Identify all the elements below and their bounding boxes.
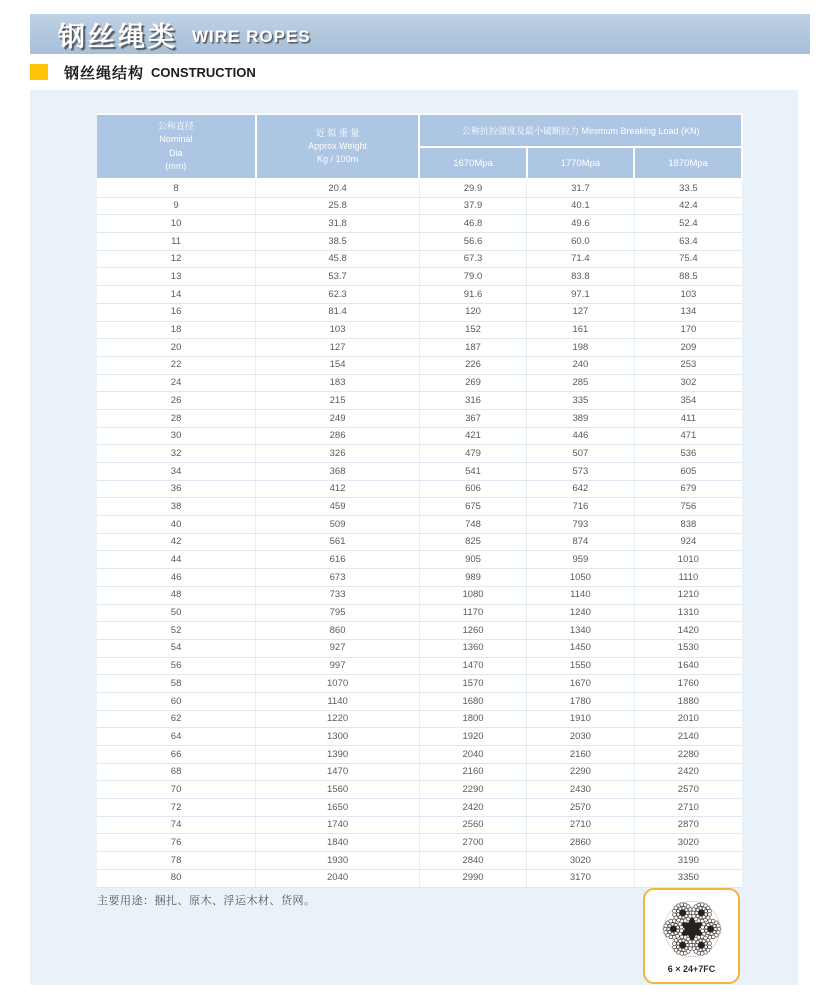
table-cell: 152: [419, 321, 526, 339]
table-cell: 326: [256, 445, 420, 463]
table-cell: 793: [527, 516, 635, 534]
table-cell: 14: [97, 286, 256, 304]
table-cell: 53.7: [256, 268, 420, 286]
table-cell: 2700: [419, 834, 526, 852]
header-line: Nominal: [159, 134, 193, 145]
table-cell: 63.4: [634, 233, 742, 251]
table-row: [97, 816, 742, 834]
table-cell: 103: [256, 321, 420, 339]
table-cell: 198: [527, 339, 635, 357]
table-cell: 733: [256, 586, 420, 604]
table-cell: 127: [527, 303, 635, 321]
table-cell: 70: [97, 781, 256, 799]
table-cell: 11: [97, 233, 256, 251]
table-cell: 31.7: [527, 179, 635, 197]
table-cell: 642: [527, 480, 635, 498]
table-row: [97, 374, 742, 392]
table-cell: 32: [97, 445, 256, 463]
table-cell: 2990: [419, 869, 526, 887]
table-cell: 2040: [256, 869, 420, 887]
table-cell: 60.0: [527, 233, 635, 251]
table-cell: 2420: [634, 763, 742, 781]
table-cell: 1670: [527, 675, 635, 693]
table-row: [97, 445, 742, 463]
table-cell: 1110: [634, 569, 742, 587]
table-row: [97, 728, 742, 746]
table-cell: 1140: [527, 586, 635, 604]
table-row: [97, 799, 742, 817]
table-row: [97, 250, 742, 268]
table-cell: 795: [256, 604, 420, 622]
table-cell: 52: [97, 622, 256, 640]
table-cell: 8: [97, 179, 256, 197]
table-cell: 479: [419, 445, 526, 463]
table-cell: 66: [97, 746, 256, 764]
table-cell: 25.8: [256, 197, 420, 215]
table-cell: 1550: [527, 657, 635, 675]
table-cell: 249: [256, 409, 420, 427]
table-row: [97, 710, 742, 728]
table-cell: 1010: [634, 551, 742, 569]
table-cell: 285: [527, 374, 635, 392]
table-cell: 60: [97, 692, 256, 710]
header-line: 公称直径: [157, 121, 194, 132]
table-cell: 389: [527, 409, 635, 427]
table-cell: 1080: [419, 586, 526, 604]
table-row: [97, 463, 742, 481]
table-cell: 905: [419, 551, 526, 569]
yellow-square-icon: [30, 64, 48, 80]
header-line: Kg / 100m: [317, 154, 359, 165]
rope-construction-label: 6 × 24+7FC: [667, 964, 716, 974]
table-cell: 1360: [419, 639, 526, 657]
table-cell: 215: [256, 392, 420, 410]
table-cell: 269: [419, 374, 526, 392]
table-row: [97, 834, 742, 852]
table-cell: 536: [634, 445, 742, 463]
table-cell: 30: [97, 427, 256, 445]
table-cell: 1070: [256, 675, 420, 693]
section-title-english: CONSTRUCTION: [151, 64, 256, 80]
content-panel: [30, 90, 798, 985]
table-cell: 1470: [419, 657, 526, 675]
table-cell: 874: [527, 533, 635, 551]
table-cell: 253: [634, 356, 742, 374]
table-cell: 1800: [419, 710, 526, 728]
table-cell: 33.5: [634, 179, 742, 197]
table-cell: 1420: [634, 622, 742, 640]
table-cell: 2010: [634, 710, 742, 728]
table-cell: 48: [97, 586, 256, 604]
table-row: [97, 339, 742, 357]
table-cell: 1650: [256, 799, 420, 817]
table-cell: 421: [419, 427, 526, 445]
table-cell: 673: [256, 569, 420, 587]
header-grade-1670: 1670Mpa: [419, 147, 526, 179]
table-cell: 2280: [634, 746, 742, 764]
table-cell: 1740: [256, 816, 420, 834]
table-cell: 1560: [256, 781, 420, 799]
table-row: [97, 480, 742, 498]
table-cell: 3190: [634, 852, 742, 870]
table-cell: 367: [419, 409, 526, 427]
table-cell: 541: [419, 463, 526, 481]
table-cell: 56: [97, 657, 256, 675]
table-cell: 1170: [419, 604, 526, 622]
table-cell: 825: [419, 533, 526, 551]
table-body: [97, 179, 742, 887]
table-cell: 88.5: [634, 268, 742, 286]
table-cell: 9: [97, 197, 256, 215]
table-cell: 997: [256, 657, 420, 675]
table-cell: 2710: [527, 816, 635, 834]
table-row: [97, 409, 742, 427]
table-row: [97, 356, 742, 374]
table-cell: 1920: [419, 728, 526, 746]
table-cell: 38.5: [256, 233, 420, 251]
table-row: [97, 321, 742, 339]
table-cell: 120: [419, 303, 526, 321]
table-cell: 471: [634, 427, 742, 445]
table-cell: 2710: [634, 799, 742, 817]
table-cell: 62: [97, 710, 256, 728]
header-grade-1770: 1770Mpa: [527, 147, 635, 179]
table-cell: 91.6: [419, 286, 526, 304]
header-line: 近 似 重 量: [315, 127, 360, 138]
table-cell: 412: [256, 480, 420, 498]
table-cell: 62.3: [256, 286, 420, 304]
table-cell: 1450: [527, 639, 635, 657]
table-cell: 1260: [419, 622, 526, 640]
table-row: [97, 781, 742, 799]
rope-cross-section-icon: [654, 893, 730, 965]
table-cell: 2030: [527, 728, 635, 746]
table-cell: 959: [527, 551, 635, 569]
table-cell: 2570: [527, 799, 635, 817]
table-row: [97, 427, 742, 445]
table-cell: 616: [256, 551, 420, 569]
table-cell: 2290: [419, 781, 526, 799]
header-approx-weight: [256, 114, 420, 179]
table-cell: 1390: [256, 746, 420, 764]
table-cell: 80: [97, 869, 256, 887]
table-cell: 335: [527, 392, 635, 410]
table-cell: 1570: [419, 675, 526, 693]
usage-note: 主要用途：捆扎、原木、浮运木材、货网。: [97, 895, 316, 907]
section-heading: [30, 61, 256, 83]
table-cell: 2160: [419, 763, 526, 781]
table-cell: 64: [97, 728, 256, 746]
table-cell: 75.4: [634, 250, 742, 268]
table-cell: 2290: [527, 763, 635, 781]
table-cell: 74: [97, 816, 256, 834]
table-cell: 1880: [634, 692, 742, 710]
table-cell: 573: [527, 463, 635, 481]
table-cell: 44: [97, 551, 256, 569]
table-cell: 103: [634, 286, 742, 304]
table-cell: 56.6: [419, 233, 526, 251]
table-cell: 71.4: [527, 250, 635, 268]
table-cell: 1910: [527, 710, 635, 728]
table-cell: 459: [256, 498, 420, 516]
table-row: [97, 303, 742, 321]
table-cell: 16: [97, 303, 256, 321]
table-cell: 354: [634, 392, 742, 410]
table-row: [97, 586, 742, 604]
table-cell: 927: [256, 639, 420, 657]
table-cell: 22: [97, 356, 256, 374]
table-row: [97, 746, 742, 764]
table-cell: 83.8: [527, 268, 635, 286]
table-cell: 46: [97, 569, 256, 587]
table-cell: 924: [634, 533, 742, 551]
table-cell: 1680: [419, 692, 526, 710]
table-cell: 97.1: [527, 286, 635, 304]
table-cell: 49.6: [527, 215, 635, 233]
table-cell: 1140: [256, 692, 420, 710]
header-breaking-load: 公称抗拉强度及最小破断拉力 Minimum Breaking Load (KN): [419, 114, 742, 147]
table-row: [97, 852, 742, 870]
table-cell: 1050: [527, 569, 635, 587]
table-cell: 161: [527, 321, 635, 339]
table-cell: 2860: [527, 834, 635, 852]
table-cell: 1930: [256, 852, 420, 870]
table-cell: 10: [97, 215, 256, 233]
table-cell: 1300: [256, 728, 420, 746]
table-cell: 368: [256, 463, 420, 481]
table-row: [97, 498, 742, 516]
table-cell: 42: [97, 533, 256, 551]
table-row: [97, 392, 742, 410]
table-cell: 187: [419, 339, 526, 357]
table-cell: 2560: [419, 816, 526, 834]
header-nominal-dia: [97, 114, 256, 179]
table-cell: 20: [97, 339, 256, 357]
table-cell: 154: [256, 356, 420, 374]
header-line: Approx Weight: [308, 140, 367, 151]
table-row: [97, 692, 742, 710]
rope-cross-section-box: [643, 888, 740, 984]
table-row: [97, 179, 742, 197]
table-cell: 13: [97, 268, 256, 286]
header-grade-1870: 1870Mpa: [634, 147, 742, 179]
table-cell: 12: [97, 250, 256, 268]
table-cell: 1780: [527, 692, 635, 710]
table-cell: 838: [634, 516, 742, 534]
table-cell: 2840: [419, 852, 526, 870]
table-cell: 606: [419, 480, 526, 498]
table-cell: 54: [97, 639, 256, 657]
table-cell: 860: [256, 622, 420, 640]
table-cell: 46.8: [419, 215, 526, 233]
table-cell: 68: [97, 763, 256, 781]
table-row: [97, 569, 742, 587]
table-cell: 1340: [527, 622, 635, 640]
table-cell: 127: [256, 339, 420, 357]
table-cell: 183: [256, 374, 420, 392]
table-cell: 605: [634, 463, 742, 481]
table-row: [97, 215, 742, 233]
wire-rope-spec-table: [97, 113, 743, 888]
table-cell: 716: [527, 498, 635, 516]
table-cell: 18: [97, 321, 256, 339]
table-cell: 446: [527, 427, 635, 445]
table-cell: 679: [634, 480, 742, 498]
table-row: [97, 533, 742, 551]
table-row: [97, 869, 742, 887]
table-row: [97, 551, 742, 569]
table-cell: 50: [97, 604, 256, 622]
table-row: [97, 516, 742, 534]
table-row: [97, 657, 742, 675]
table-cell: 28: [97, 409, 256, 427]
table-cell: 411: [634, 409, 742, 427]
table-cell: 26: [97, 392, 256, 410]
table-row: [97, 622, 742, 640]
table-cell: 2420: [419, 799, 526, 817]
table-cell: 76: [97, 834, 256, 852]
table-cell: 509: [256, 516, 420, 534]
table-cell: 40: [97, 516, 256, 534]
table-cell: 756: [634, 498, 742, 516]
table-cell: 38: [97, 498, 256, 516]
table-cell: 170: [634, 321, 742, 339]
table-row: [97, 233, 742, 251]
table-row: [97, 197, 742, 215]
table-cell: 3020: [527, 852, 635, 870]
table-cell: 989: [419, 569, 526, 587]
table-cell: 42.4: [634, 197, 742, 215]
table-row: [97, 639, 742, 657]
table-cell: 31.8: [256, 215, 420, 233]
header-line: Dia: [169, 147, 183, 158]
table-cell: 1220: [256, 710, 420, 728]
table-cell: 37.9: [419, 197, 526, 215]
table-row: [97, 763, 742, 781]
table-cell: 29.9: [419, 179, 526, 197]
table-cell: 2870: [634, 816, 742, 834]
table-cell: 40.1: [527, 197, 635, 215]
table-cell: 1530: [634, 639, 742, 657]
table-cell: 2160: [527, 746, 635, 764]
table-cell: 1640: [634, 657, 742, 675]
table-cell: 36: [97, 480, 256, 498]
table-cell: 1210: [634, 586, 742, 604]
table-cell: 302: [634, 374, 742, 392]
table-cell: 286: [256, 427, 420, 445]
table-cell: 24: [97, 374, 256, 392]
table-cell: 1840: [256, 834, 420, 852]
table-cell: 2570: [634, 781, 742, 799]
page-title-bar: [30, 14, 810, 54]
table-cell: 81.4: [256, 303, 420, 321]
table-cell: 78: [97, 852, 256, 870]
table-row: [97, 268, 742, 286]
table-cell: 316: [419, 392, 526, 410]
table-cell: 1240: [527, 604, 635, 622]
table-cell: 79.0: [419, 268, 526, 286]
table-cell: 1760: [634, 675, 742, 693]
table-row: [97, 604, 742, 622]
table-header: [97, 114, 742, 179]
table-cell: 3350: [634, 869, 742, 887]
table-cell: 34: [97, 463, 256, 481]
table-cell: 72: [97, 799, 256, 817]
table-cell: 226: [419, 356, 526, 374]
page-title-english: WIRE ROPES: [192, 27, 311, 46]
table-cell: 134: [634, 303, 742, 321]
table-cell: 209: [634, 339, 742, 357]
table-cell: 1470: [256, 763, 420, 781]
table-cell: 52.4: [634, 215, 742, 233]
table-cell: 58: [97, 675, 256, 693]
page-title-chinese: 钢丝绳类: [58, 21, 178, 52]
table-cell: 748: [419, 516, 526, 534]
table-cell: 675: [419, 498, 526, 516]
table-cell: 507: [527, 445, 635, 463]
header-line: (mm): [165, 160, 187, 171]
table-cell: 45.8: [256, 250, 420, 268]
table-cell: 561: [256, 533, 420, 551]
table-cell: 3170: [527, 869, 635, 887]
table-cell: 3020: [634, 834, 742, 852]
table-cell: 2040: [419, 746, 526, 764]
section-title-chinese: 钢丝绳结构: [64, 64, 145, 82]
table-cell: 67.3: [419, 250, 526, 268]
table-cell: 1310: [634, 604, 742, 622]
table-cell: 2140: [634, 728, 742, 746]
table-cell: 20.4: [256, 179, 420, 197]
table-row: [97, 675, 742, 693]
table-cell: 240: [527, 356, 635, 374]
table-row: [97, 286, 742, 304]
table-cell: 2430: [527, 781, 635, 799]
